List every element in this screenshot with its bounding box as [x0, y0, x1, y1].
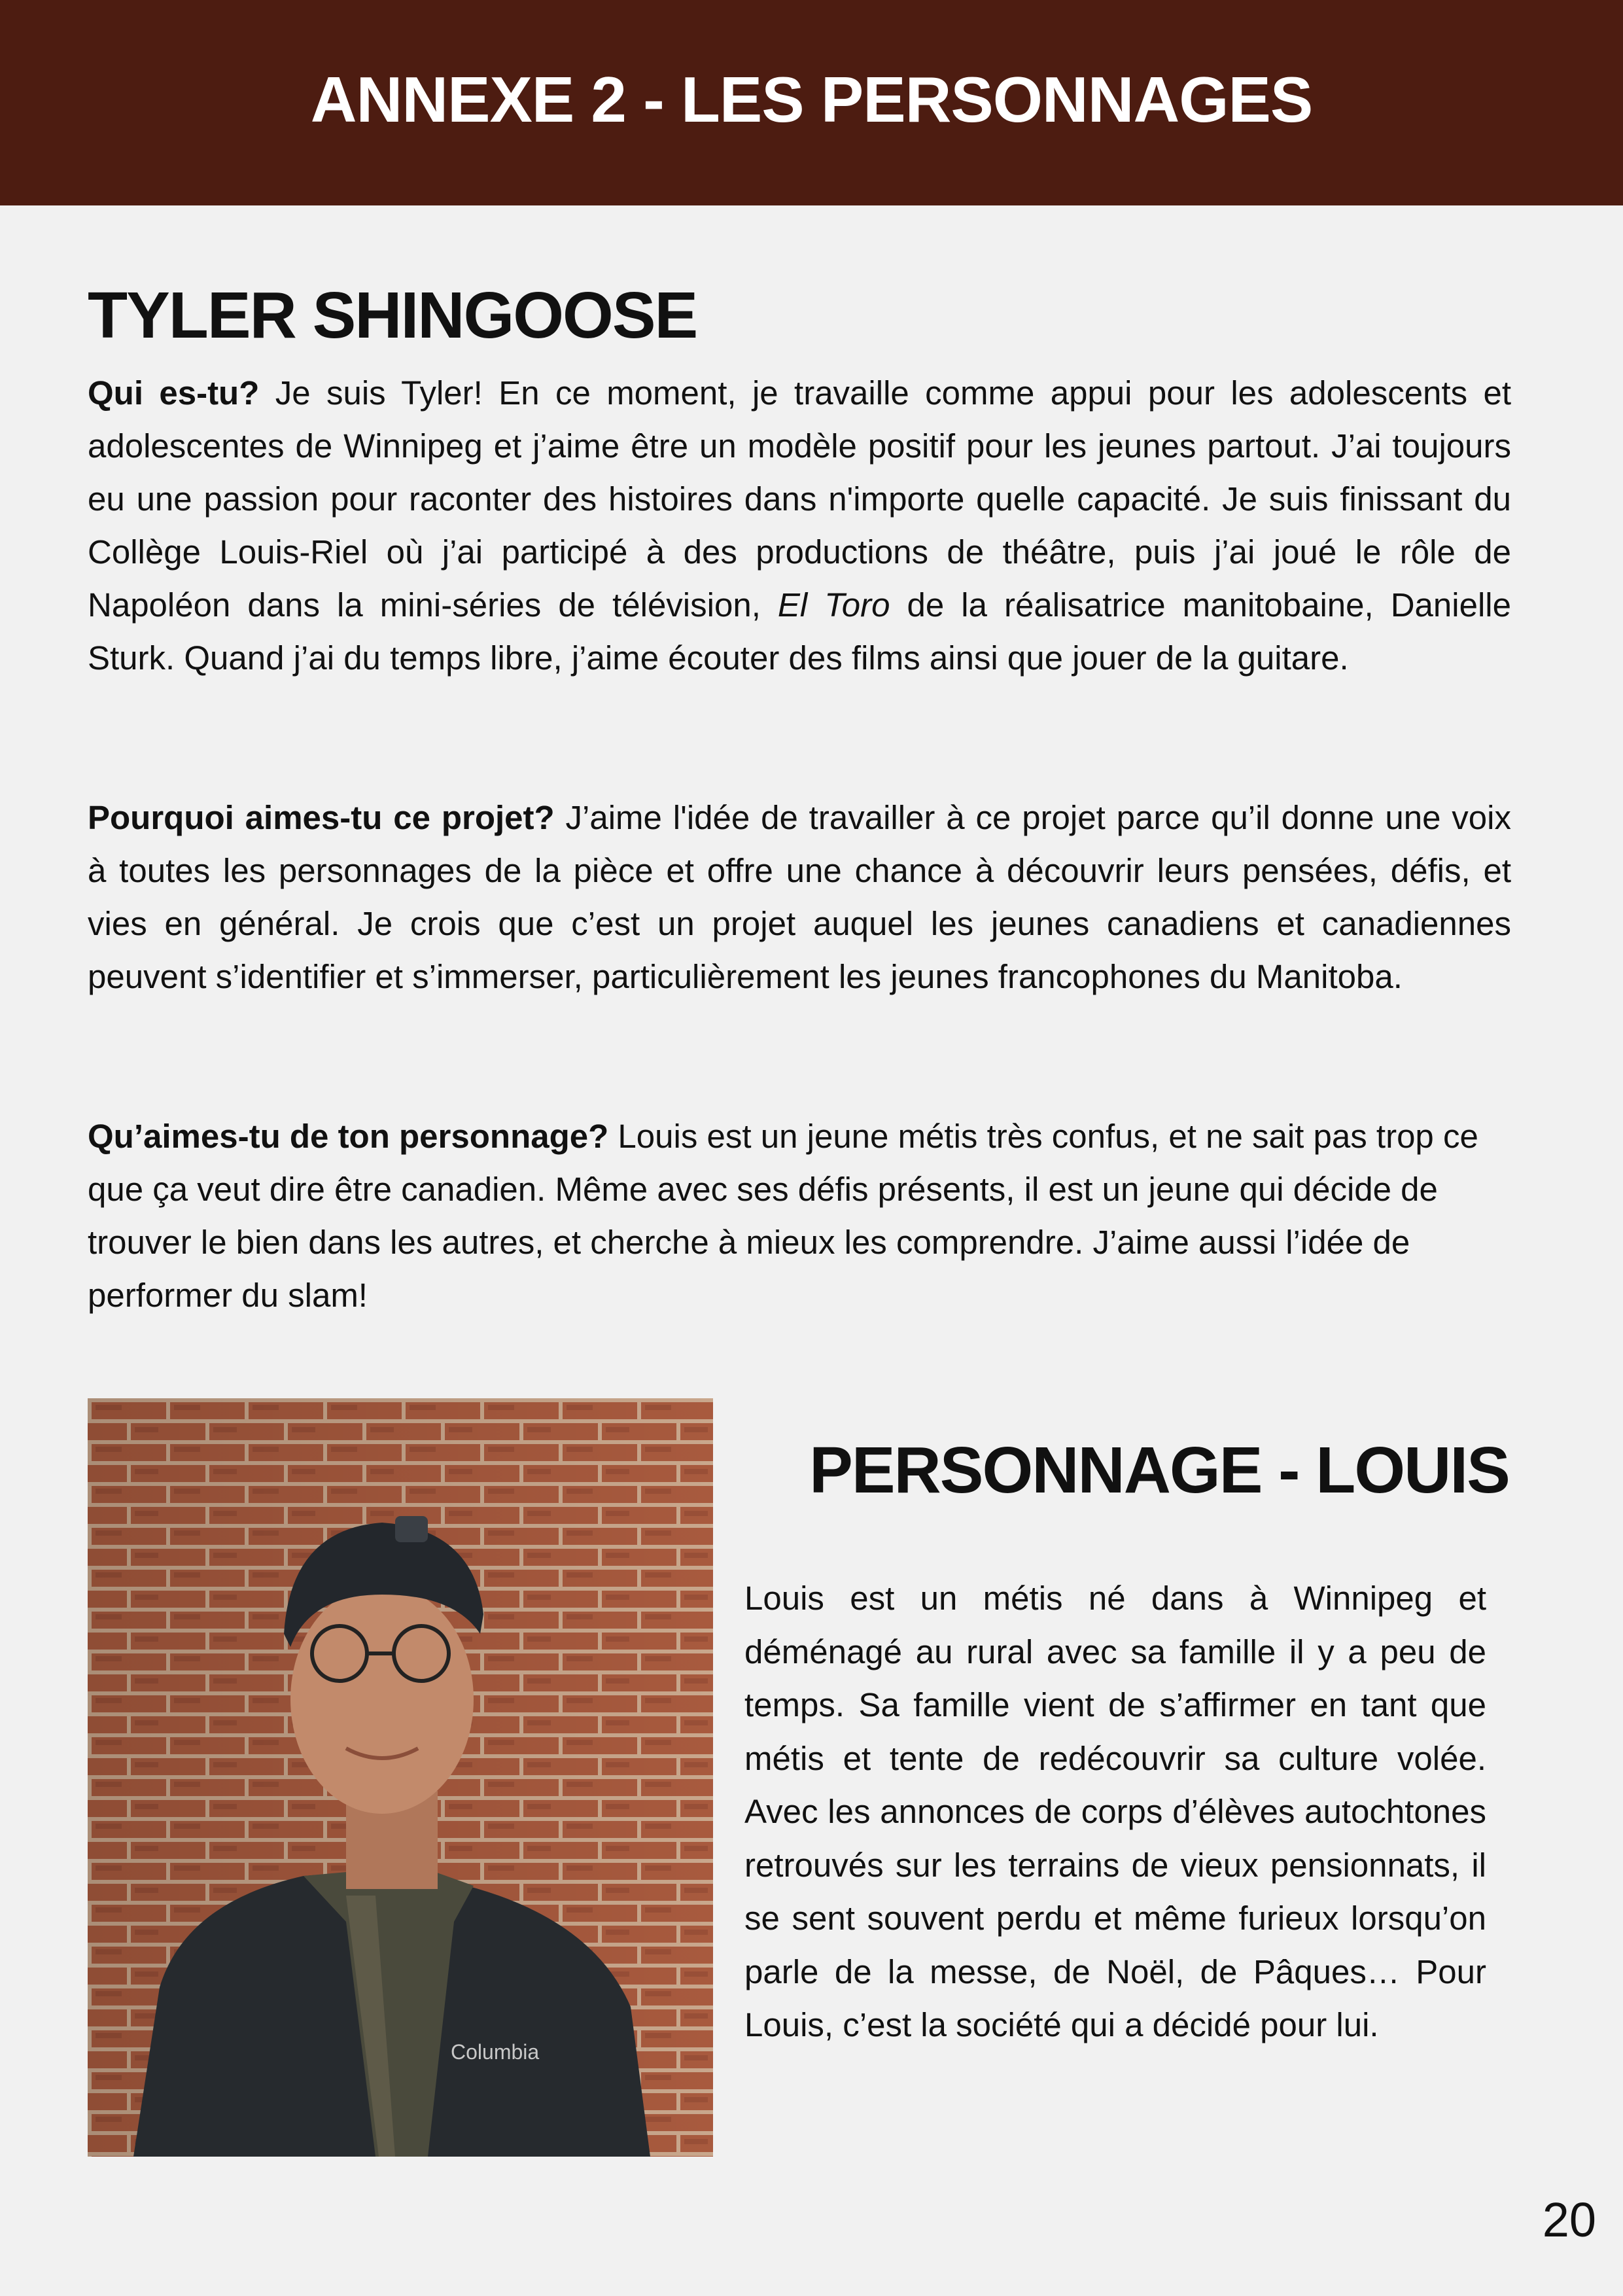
header-bar [0, 0, 1623, 205]
bio-question-project [88, 791, 1511, 1003]
answer-who-part2: de la réalisatrice manitobaine, Danielle Sturk. Quand j’ai du temps libre, j’aime écouter des films ainsi que jouer de la guitare. [88, 586, 1511, 677]
show-title: El Toro [777, 586, 890, 624]
jacket-logo: Columbia [451, 2040, 540, 2064]
actor-photo [88, 1398, 713, 2157]
character-description: Louis est un métis né dans à Winnipeg et déménagé au rural avec sa famille il y a peu de temps. Sa famille vient de s’affirmer en tant que métis et tente de redécouvrir sa culture volée. Avec les annonces de corps d’élèves autochtones retrouvés sur les terrains de vieux pensionnats, il se sent souvent perdu et même furieux lorsqu’on parle de la messe, de Noël, de Pâques… Pour Louis, c’est la société qui a décidé pour lui. [744, 1580, 1486, 2043]
answer-character: Louis est un jeune métis très confus, et ne sait pas trop ce que ça veut dire être canadien. Même avec ses défis présents, il est un jeune qui décide de trouver le bien dans les autres, et cherche à mieux les comprendre. J’aime aussi l’idée de performer du slam! [88, 1118, 1478, 1314]
question-label-who: Qui es-tu? [88, 374, 260, 412]
page-title: ANNEXE 2 - LES PERSONNAGES [310, 63, 1313, 135]
answer-who-part1: Je suis Tyler! En ce moment, je travaille comme appui pour les adolescents et adolescentes de Winnipeg et j’aime être un modèle positif pour les jeunes partout. J’ai toujours eu une passion pour raconter des histoires dans n'importe quelle capacité. Je suis finissant du Collège Louis-Riel où j’ai participé à des productions de théâtre, puis j’ai joué le rôle de Napoléon dans la mini-séries de télévision, [88, 374, 1511, 624]
bio-question-who [88, 366, 1511, 684]
answer-project: J’aime l'idée de travailler à ce projet parce qu’il donne une voix à toutes les personnages de la pièce et offre une chance à découvrir leurs pensées, défis, et vies en général. Je crois que c’est un projet auquel les jeunes canadiens et canadiennes peuvent s’identifier et s’immerser, particulièrement les jeunes francophones du Manitoba. [88, 799, 1511, 995]
actor-name: TYLER SHINGOOSE [88, 279, 697, 352]
bio-question-character [88, 1110, 1511, 1322]
question-label-character: Qu’aimes-tu de ton personnage? [88, 1118, 609, 1155]
question-label-project: Pourquoi aimes-tu ce projet? [88, 799, 555, 836]
character-title: PERSONNAGE - LOUIS [809, 1434, 1509, 1507]
page-number: 20 [1542, 2193, 1596, 2247]
